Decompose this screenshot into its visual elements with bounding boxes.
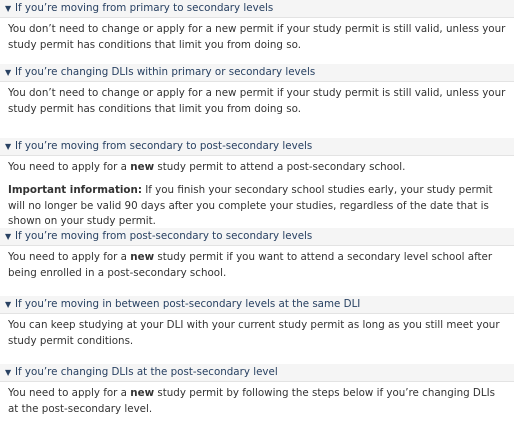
details-body	[0, 17, 514, 62]
triangle-down-icon	[0, 364, 15, 381]
emphasis-new: new	[130, 161, 155, 173]
triangle-down-icon	[0, 228, 15, 245]
details-body	[0, 81, 514, 126]
triangle-down-icon	[0, 138, 15, 155]
triangle-down-icon	[0, 64, 15, 81]
details-body	[0, 245, 514, 292]
summary-label: If you’re moving from secondary to post-secondary levels	[15, 140, 313, 152]
paragraph: You can keep studying at your DLI with your current study permit as long as you still meet your study permit conditions.	[8, 319, 500, 347]
text: study permit by following the steps below if you’re changing DLIs at the post-secondary level.	[8, 387, 495, 415]
summary-toggle[interactable]	[0, 0, 514, 17]
paragraph-new-permit	[8, 160, 508, 176]
summary-toggle[interactable]	[0, 296, 514, 313]
text: You need to apply for a	[8, 161, 131, 173]
paragraph: You don’t need to change or apply for a new permit if your study permit is still valid, unless your study permit has conditions that limit you from doing so.	[8, 23, 506, 51]
summary-toggle[interactable]	[0, 138, 514, 155]
text: You need to apply for a	[8, 251, 131, 263]
details-body	[0, 381, 514, 427]
text: study permit if you want to attend a secondary level school after being enrolled in a post-secondary school.	[8, 251, 493, 279]
paragraph	[8, 386, 508, 417]
text: You need to apply for a	[8, 387, 131, 399]
summary-label: If you’re changing DLIs within primary or secondary levels	[15, 66, 316, 78]
important-label: Important information:	[8, 184, 142, 196]
summary-toggle[interactable]	[0, 364, 514, 381]
summary-toggle[interactable]	[0, 228, 514, 245]
emphasis-new: new	[130, 387, 155, 399]
text: study permit to attend a post-secondary school.	[154, 161, 406, 173]
triangle-down-icon	[0, 0, 15, 17]
summary-label: If you’re moving from primary to secondary levels	[15, 2, 274, 14]
text: If you finish your secondary school studies early, your study permit will no longer be valid 90 days after you complete your studies, regardless of the date that is shown on your study permit.	[8, 184, 493, 228]
paragraph	[8, 250, 508, 281]
paragraph-important-information	[8, 183, 508, 230]
summary-toggle[interactable]	[0, 64, 514, 81]
summary-label: If you’re moving from post-secondary to secondary levels	[15, 230, 313, 242]
summary-label: If you’re changing DLIs at the post-secondary level	[15, 366, 278, 378]
summary-label: If you’re moving in between post-secondary levels at the same DLI	[15, 298, 361, 310]
emphasis-new: new	[130, 251, 155, 263]
paragraph: You don’t need to change or apply for a new permit if your study permit is still valid, unless your study permit has conditions that limit you from doing so.	[8, 87, 506, 115]
triangle-down-icon	[0, 296, 15, 313]
details-body	[0, 313, 514, 360]
details-body	[0, 155, 514, 234]
